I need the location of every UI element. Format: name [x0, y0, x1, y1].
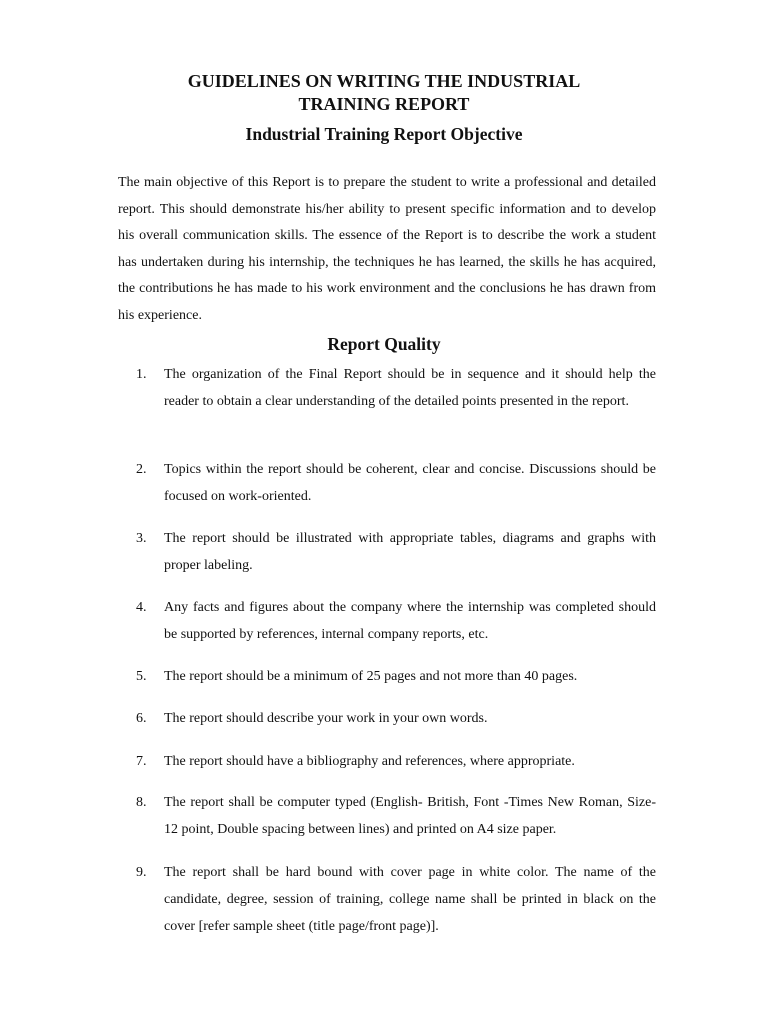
document-title: [0, 70, 768, 116]
list-item-number: 9.: [136, 865, 147, 880]
list-item-number: 6.: [136, 711, 147, 726]
list-item-text: The report should have a bibliography and references, where appropriate.: [164, 754, 575, 769]
list-item-text: Any facts and figures about the company where the internship was completed should be supported by references, internal company reports, etc.: [164, 600, 656, 642]
list-item-number: 8.: [136, 795, 147, 810]
document-title-line-1: GUIDELINES ON WRITING THE INDUSTRIAL: [187, 71, 581, 91]
section-heading-report-quality: Report Quality: [327, 334, 441, 354]
list-item-text: The organization of the Final Report should be in sequence and it should help the reader to obtain a clear understanding of the detailed points presented in the report.: [164, 367, 656, 409]
list-item-text: Topics within the report should be coherent, clear and concise. Discussions should be focused on work-oriented.: [164, 462, 656, 504]
list-item-text: The report shall be hard bound with cover page in white color. The name of the candidate, degree, session of training, college name shall be printed in black on the cover [refer sample sheet (title page/front page)].: [164, 865, 656, 934]
list-item-number: 4.: [136, 600, 147, 615]
document-title-line-2: TRAINING REPORT: [298, 94, 470, 114]
list-item-number: 5.: [136, 669, 147, 684]
section-heading-objective: Industrial Training Report Objective: [245, 124, 523, 144]
list-item-number: 3.: [136, 531, 147, 546]
list-item-text: The report should be a minimum of 25 pages and not more than 40 pages.: [164, 669, 578, 684]
list-item-text: The report should describe your work in your own words.: [164, 711, 488, 726]
list-item-number: 1.: [136, 367, 147, 382]
list-item-text: The report should be illustrated with appropriate tables, diagrams and graphs with proper labeling.: [164, 531, 656, 573]
list-item-text: The report shall be computer typed (English- British, Font -Times New Roman, Size-12 point, Double spacing between lines) and printed on A4 size paper.: [164, 795, 656, 837]
list-item-number: 2.: [136, 462, 147, 477]
list-item-number: 7.: [136, 754, 147, 769]
intro-paragraph: The main objective of this Report is to prepare the student to write a professional and detailed report. This should demonstrate his/her ability to present specific information and to develop his overall communication skills. The essence of the Report is to describe the work a student has undertaken during his internship, the techniques he has learned, the skills he has acquired, the contributions he has made to his work environment and the conclusions he has drawn from his experience.: [118, 175, 656, 323]
